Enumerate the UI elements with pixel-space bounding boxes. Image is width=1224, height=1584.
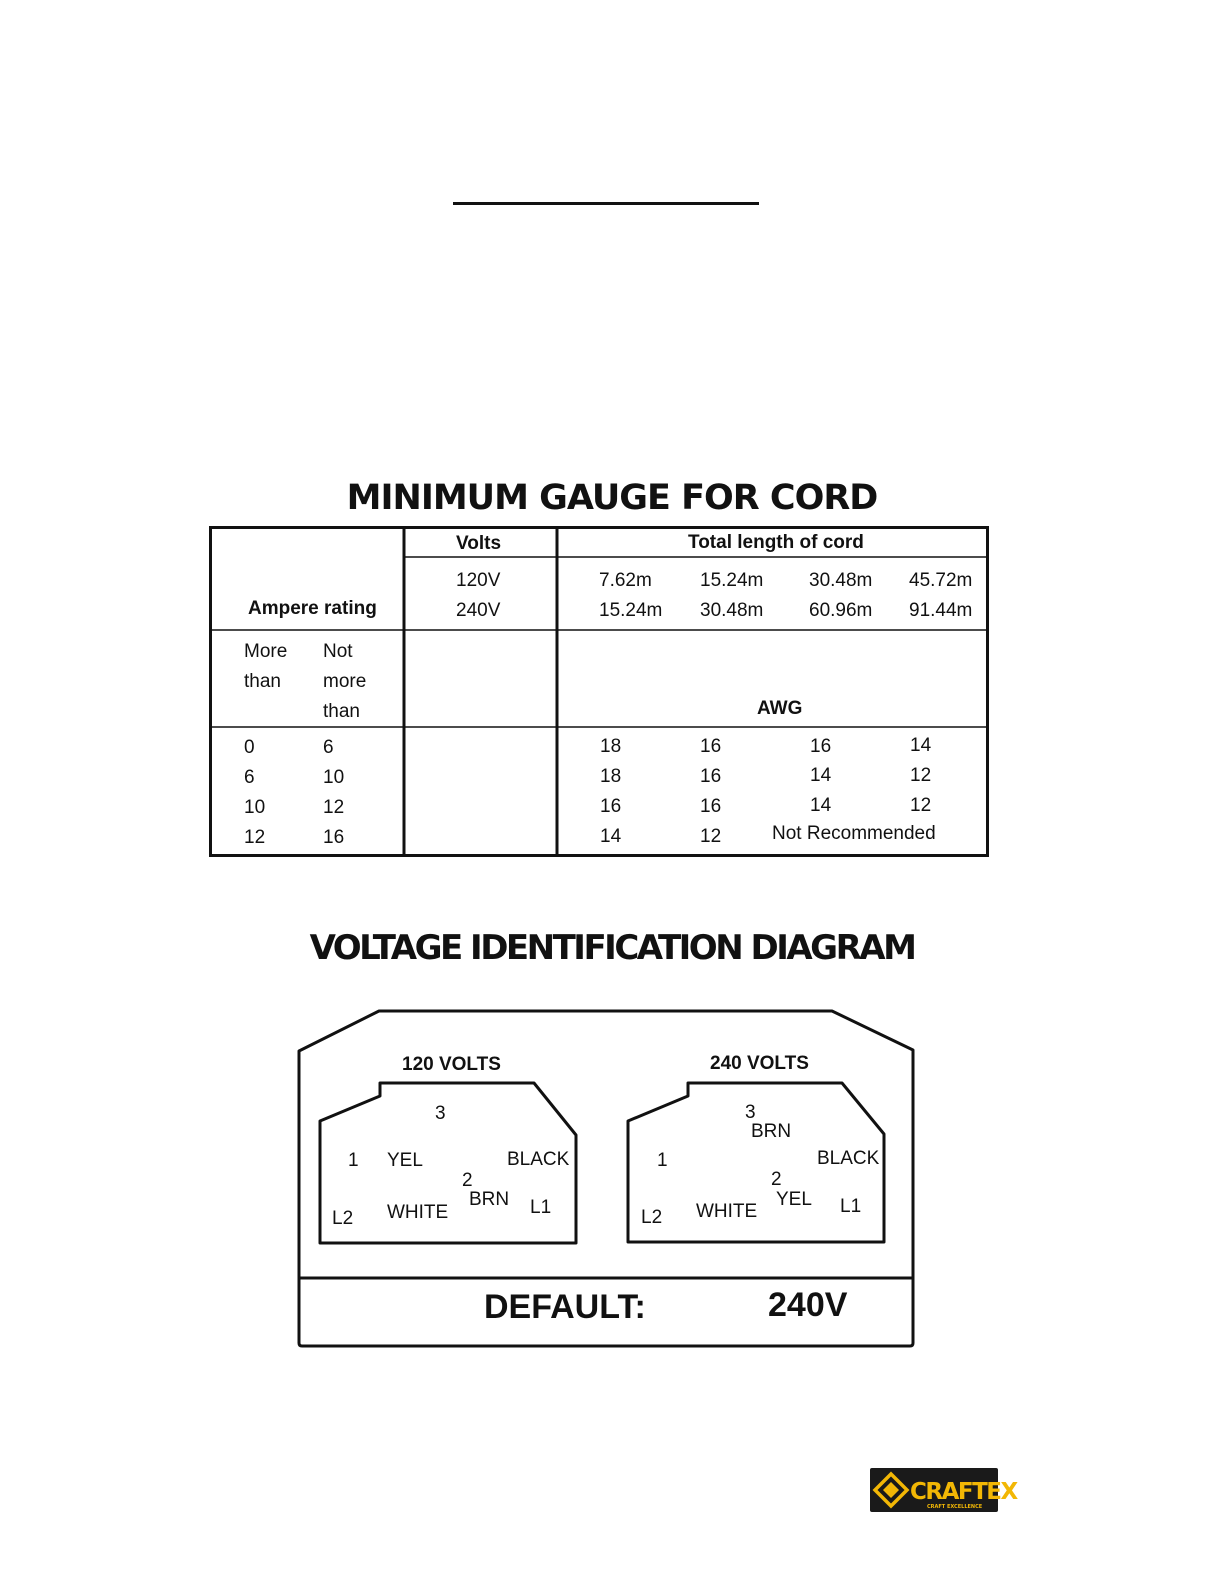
logo-tagline: CRAFT EXCELLENCE: [927, 1504, 983, 1510]
not-more-than-line-2: more: [323, 671, 367, 692]
length-240-1: 15.24m: [599, 600, 663, 621]
row-1-awg-3: 16: [810, 736, 832, 757]
length-header: Total length of cord: [688, 532, 864, 553]
row-3-to: 12: [323, 797, 345, 818]
row-2-awg-3: 14: [810, 765, 832, 786]
row-1-awg-2: 16: [700, 736, 722, 757]
length-120-4: 45.72m: [909, 570, 973, 591]
row-3-awg-2: 16: [700, 796, 722, 817]
gauge-table-title: MINIMUM GAUGE FOR CORD: [346, 478, 878, 518]
awg-label: AWG: [757, 698, 803, 719]
length-240-4: 91.44m: [909, 600, 973, 621]
heading-240-volts: 240 VOLTS: [710, 1053, 809, 1074]
right-terminal-3: 3: [745, 1102, 756, 1123]
left-l1: L1: [530, 1197, 552, 1218]
default-value: 240V: [768, 1286, 848, 1324]
left-wire-yel: YEL: [387, 1150, 423, 1171]
row-4-from: 12: [244, 827, 266, 848]
row-2-awg-4: 12: [910, 765, 932, 786]
craftex-logo: [870, 1468, 1017, 1512]
row-2-from: 6: [244, 767, 255, 788]
row-1-from: 0: [244, 737, 255, 758]
gauge-table: [209, 526, 989, 857]
left-wire-black: BLACK: [507, 1149, 570, 1170]
logo-wordmark: CRAFTEX: [910, 1479, 1017, 1505]
row-3-awg-1: 16: [600, 796, 622, 817]
volts-240: 240V: [456, 600, 501, 621]
length-120-3: 30.48m: [809, 570, 873, 591]
right-terminal-2: 2: [771, 1169, 782, 1190]
row-3-awg-4: 12: [910, 795, 932, 816]
row-4-note: Not Recommended: [772, 823, 936, 844]
default-label: DEFAULT:: [484, 1288, 646, 1326]
row-2-to: 10: [323, 767, 345, 788]
not-more-than-line-3: than: [323, 701, 360, 722]
length-120-1: 7.62m: [599, 570, 652, 591]
row-4-to: 16: [323, 827, 345, 848]
row-1-to: 6: [323, 737, 334, 758]
row-3-from: 10: [244, 797, 266, 818]
ampere-rating-header: Ampere rating: [248, 598, 377, 619]
left-terminal-1: 1: [348, 1150, 359, 1171]
row-1-awg-4: 14: [910, 735, 932, 756]
length-240-3: 60.96m: [809, 600, 873, 621]
row-3-awg-3: 14: [810, 795, 832, 816]
right-l1: L1: [840, 1196, 862, 1217]
row-2-awg-2: 16: [700, 766, 722, 787]
length-240-2: 30.48m: [700, 600, 764, 621]
right-wire-brn: BRN: [751, 1121, 792, 1142]
voltage-diagram: [296, 1008, 916, 1348]
right-wire-yel: YEL: [776, 1189, 812, 1210]
left-l2: L2: [332, 1208, 354, 1229]
heading-120-volts: 120 VOLTS: [402, 1054, 501, 1075]
right-wire-white: WHITE: [696, 1201, 758, 1222]
volts-header: Volts: [456, 533, 502, 554]
not-more-than-line-1: Not: [323, 641, 353, 662]
left-terminal-3: 3: [435, 1103, 446, 1124]
left-terminal-2: 2: [462, 1170, 473, 1191]
length-120-2: 15.24m: [700, 570, 764, 591]
right-terminal-1: 1: [657, 1150, 668, 1171]
diamond-logo-icon: [870, 1468, 1017, 1512]
left-wire-white: WHITE: [387, 1202, 449, 1223]
row-4-awg-2: 12: [700, 826, 722, 847]
row-2-awg-1: 18: [600, 766, 622, 787]
row-4-awg-1: 14: [600, 826, 622, 847]
right-l2: L2: [641, 1207, 663, 1228]
header-rule: [453, 202, 759, 205]
volts-120: 120V: [456, 570, 501, 591]
right-wire-black: BLACK: [817, 1148, 880, 1169]
left-wire-brn: BRN: [469, 1189, 510, 1210]
more-than-line-1: More: [244, 641, 288, 662]
voltage-diagram-title: VOLTAGE IDENTIFICATION DIAGRAM: [309, 928, 915, 968]
row-1-awg-1: 18: [600, 736, 622, 757]
more-than-line-2: than: [244, 671, 281, 692]
